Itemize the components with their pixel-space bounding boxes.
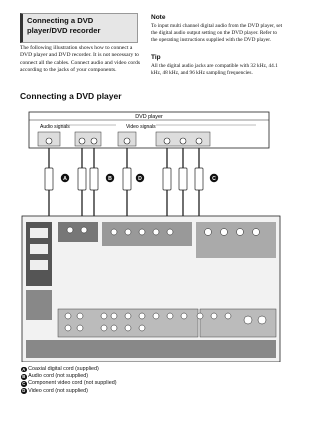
tip-heading: Tip	[151, 54, 161, 61]
legend-letter: C	[22, 381, 26, 387]
section-heading: Connecting a DVD player/DVD recorder	[27, 16, 101, 35]
note-text: To input multi channel digital audio from the DVD player, set the digital audio output setting on the DVD player. Refer to the operating instructions supplied with the DVD player.	[151, 23, 283, 43]
audio-signals-label: Audio signals	[40, 124, 70, 130]
diagram-title: Connecting a DVD player	[20, 91, 122, 101]
callout-a: A	[63, 176, 67, 182]
cable-legend	[21, 366, 117, 395]
tip-text: All the digital audio jacks are compatible with 32 kHz, 44.1 kHz, 48 kHz, and 96 kHz sampling frequencies.	[151, 63, 278, 76]
callout-d: D	[138, 176, 142, 182]
legend-letter: B	[22, 373, 26, 379]
video-signals-label: Video signals	[126, 124, 156, 130]
legend-letter: A	[22, 366, 26, 372]
note-heading: Note	[151, 14, 166, 21]
dvd-player	[29, 112, 269, 148]
legend-item	[21, 366, 117, 373]
connection-diagram	[18, 104, 284, 362]
legend-text: Coaxial digital cord (supplied)	[28, 366, 99, 372]
legend-item	[21, 388, 117, 395]
callout-b: B	[108, 176, 112, 182]
dvd-audio-jack-panel	[75, 132, 101, 146]
legend-letter: D	[22, 388, 26, 394]
legend-item	[21, 373, 117, 380]
legend-text: Component video cord (not supplied)	[28, 380, 117, 387]
intro-paragraph: The following illustration shows how to connect a DVD player and DVD recorder. It is not necessary to connect all the cables. Connect audio and video cords according to the jacks of your components.	[20, 45, 141, 73]
legend-item	[21, 380, 117, 387]
dvd-player-label: DVD player	[135, 114, 163, 120]
receiver-rear-panel	[22, 216, 280, 362]
legend-text: Video cord (not supplied)	[28, 387, 88, 394]
section-heading-box	[20, 13, 138, 43]
legend-text: Audio cord (not supplied)	[28, 373, 89, 380]
callout-c: C	[212, 176, 216, 182]
